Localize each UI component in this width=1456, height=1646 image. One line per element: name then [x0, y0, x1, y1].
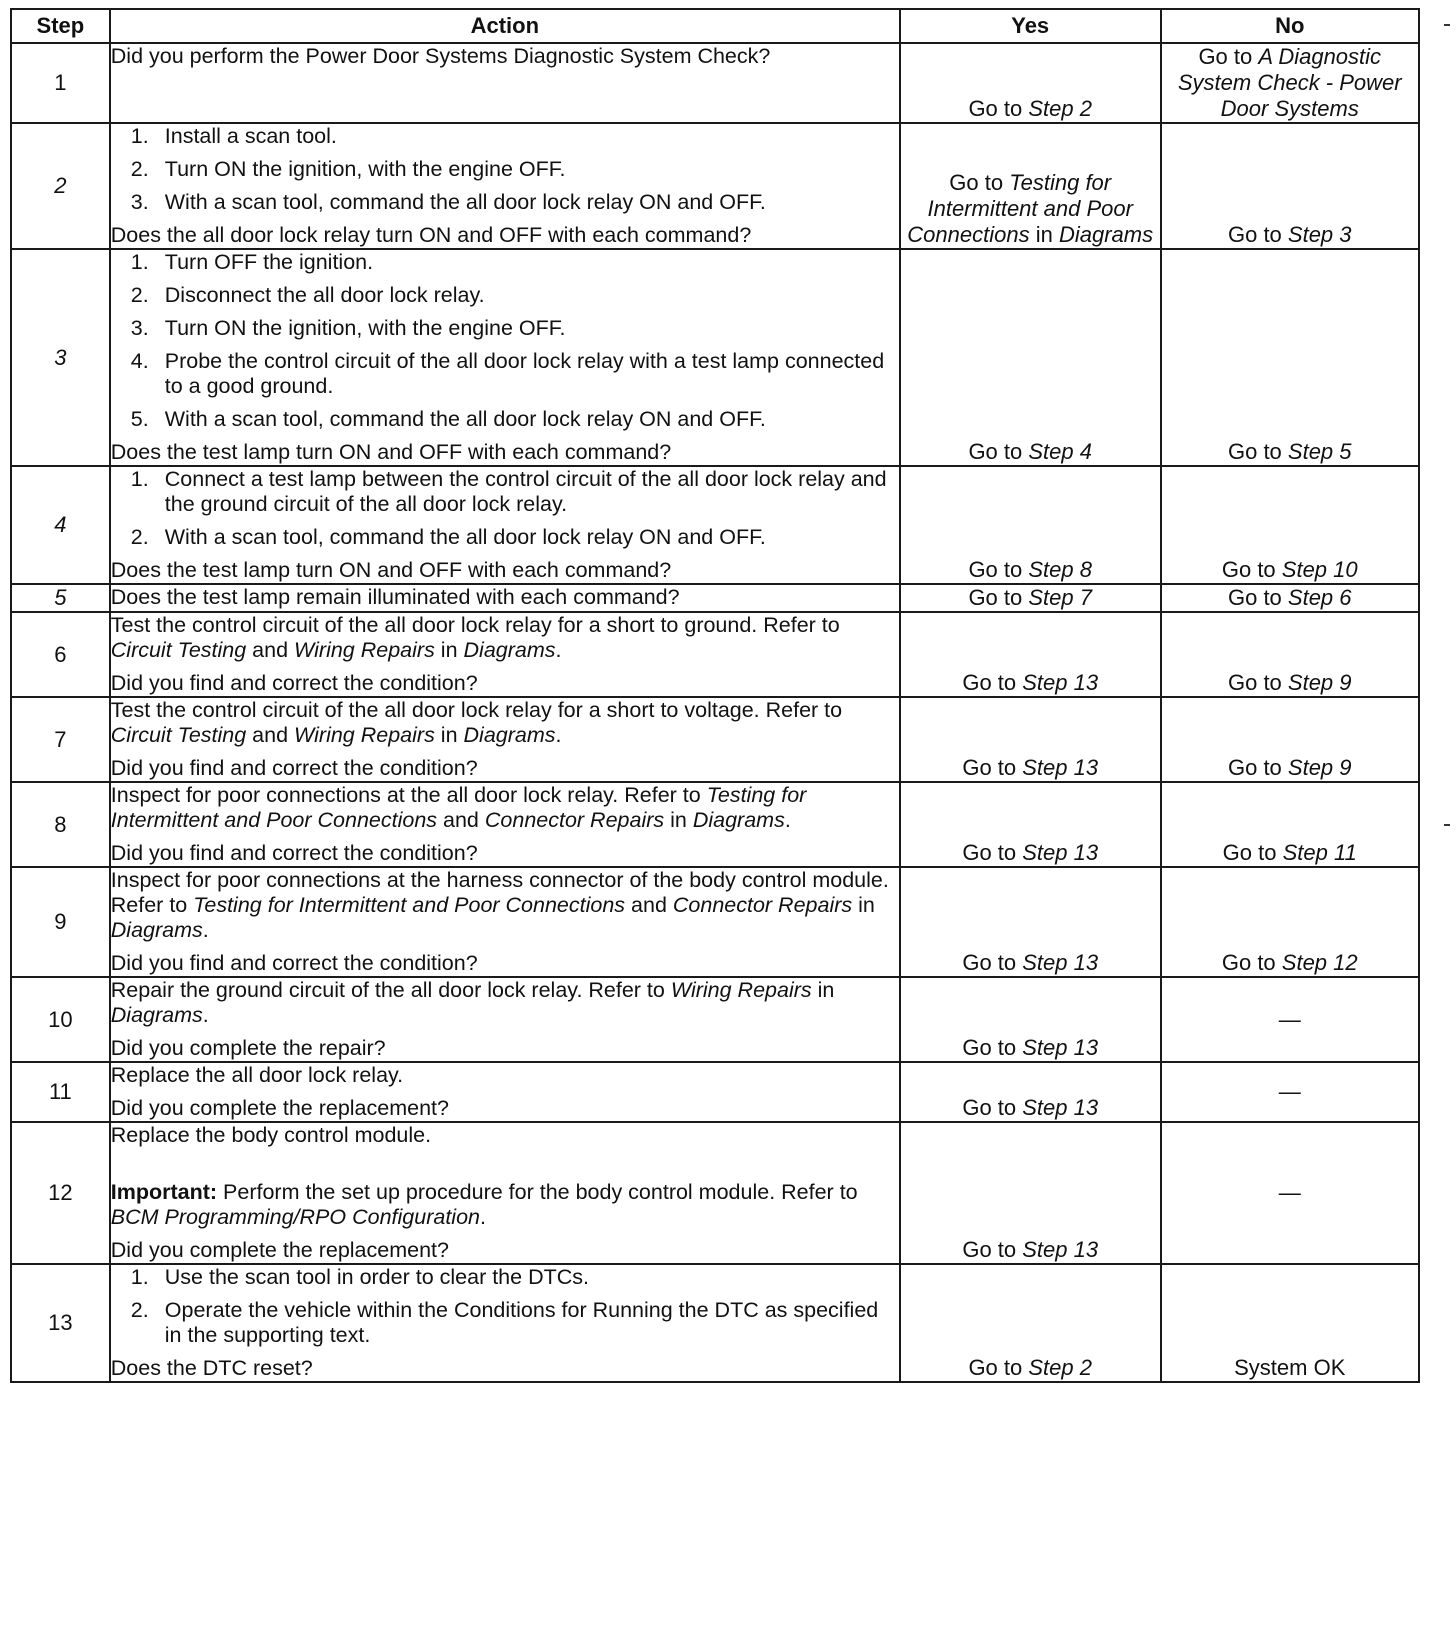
- yes-cell: [900, 977, 1161, 1062]
- text-run: Replace the all door lock relay.: [110, 1063, 404, 1087]
- text-run: —: [1278, 1079, 1301, 1104]
- text-run: —: [1278, 1006, 1301, 1032]
- italic-reference: Diagrams: [463, 723, 556, 747]
- text-run: Did you find and correct the condition?: [110, 951, 478, 975]
- text-run: Did you find and correct the condition?: [110, 756, 478, 780]
- italic-reference: Step 2: [1028, 1355, 1092, 1380]
- italic-reference: Step 13: [1022, 840, 1099, 865]
- yes-cell: [900, 466, 1161, 584]
- action-step-item: [111, 124, 899, 149]
- text-run: .: [555, 638, 562, 662]
- step-number: 1: [11, 43, 110, 123]
- action-paragraph: [111, 585, 899, 610]
- no-cell: [1161, 612, 1420, 697]
- action-step-item: [111, 283, 899, 308]
- italic-reference: Step 7: [1028, 585, 1092, 610]
- action-steps-list: [111, 250, 899, 432]
- action-step-number: 1.: [130, 1265, 149, 1289]
- text-run: Go to: [1227, 222, 1288, 247]
- action-cell: [110, 782, 900, 867]
- action-paragraph: [111, 671, 899, 696]
- text-run: Did you find and correct the condition?: [110, 841, 478, 865]
- action-steps-list: [111, 1265, 899, 1348]
- action-paragraph: [111, 868, 899, 943]
- italic-reference: A Diagnostic System Check - Power Door Systems: [1177, 44, 1402, 121]
- bold-text: Important:: [110, 1180, 218, 1204]
- diagnostic-table: [10, 8, 1420, 1383]
- action-cell: [110, 1062, 900, 1122]
- action-step-number: 2.: [130, 283, 149, 307]
- action-paragraph: [111, 756, 899, 781]
- action-step-item: [111, 407, 899, 432]
- action-step-item: [111, 1298, 899, 1348]
- table-row: [11, 584, 1419, 612]
- text-run: .: [479, 1205, 486, 1229]
- table-body: [11, 43, 1419, 1382]
- header-yes: Yes: [900, 9, 1161, 43]
- text-run: Probe the control circuit of the all door lock relay with a test lamp connected to a good ground.: [164, 349, 885, 398]
- text-run: With a scan tool, command the all door lock relay ON and OFF.: [164, 407, 766, 431]
- text-run: Go to: [949, 170, 1010, 195]
- text-run: Go to: [962, 950, 1023, 975]
- text-run: Go to: [1227, 670, 1288, 695]
- text-run: .: [202, 1003, 209, 1027]
- italic-reference: Step 2: [1028, 96, 1092, 121]
- italic-reference: Diagrams: [1058, 222, 1154, 247]
- action-cell: [110, 123, 900, 249]
- action-steps-list: [111, 467, 899, 550]
- text-run: Does the all door lock relay turn ON and OFF with each command?: [110, 223, 752, 247]
- italic-reference: Step 13: [1022, 1035, 1099, 1060]
- italic-reference: Step 4: [1028, 439, 1092, 464]
- action-steps-list: [111, 124, 899, 215]
- text-run: Go to: [1227, 439, 1288, 464]
- italic-reference: Diagrams: [463, 638, 556, 662]
- text-run: and: [246, 638, 295, 662]
- no-cell: [1161, 466, 1420, 584]
- no-cell: [1161, 249, 1420, 466]
- text-run: Go to: [962, 1035, 1023, 1060]
- italic-reference: BCM Programming/RPO Configuration: [110, 1205, 480, 1229]
- action-step-number: 5.: [130, 407, 149, 431]
- yes-cell: [900, 123, 1161, 249]
- text-run: System OK: [1234, 1355, 1346, 1380]
- table-row: [11, 466, 1419, 584]
- action-step-number: 3.: [130, 190, 149, 214]
- text-run: Did you perform the Power Door Systems Diagnostic System Check?: [110, 44, 771, 68]
- action-step-number: 2.: [130, 1298, 149, 1322]
- action-paragraph: [111, 1063, 899, 1088]
- yes-cell: [900, 782, 1161, 867]
- text-run: Go to: [1221, 950, 1282, 975]
- text-run: .: [202, 918, 209, 942]
- italic-reference: Step 9: [1287, 670, 1352, 695]
- italic-reference: Step 13: [1022, 950, 1099, 975]
- text-run: Go to: [968, 585, 1029, 610]
- text-run: Go to: [1221, 557, 1282, 582]
- italic-reference: Wiring Repairs: [294, 638, 435, 662]
- action-paragraph: [111, 1036, 899, 1061]
- italic-reference: Testing for Intermittent and Poor Connections: [907, 170, 1133, 247]
- text-run: Go to: [962, 1237, 1023, 1262]
- text-run: in: [434, 723, 464, 747]
- text-run: Does the test lamp turn ON and OFF with each command?: [110, 558, 672, 582]
- text-run: With a scan tool, command the all door lock relay ON and OFF.: [164, 525, 766, 549]
- table-row: [11, 867, 1419, 977]
- yes-cell: [900, 1264, 1161, 1382]
- action-cell: [110, 612, 900, 697]
- text-run: Go to: [968, 1355, 1029, 1380]
- action-paragraph: [111, 223, 899, 248]
- table-row: [11, 1062, 1419, 1122]
- action-paragraph: [111, 841, 899, 866]
- text-run: Repair the ground circuit of the all door lock relay. Refer to: [110, 978, 671, 1002]
- italic-reference: Testing for Intermittent and Poor Connections: [110, 783, 807, 832]
- text-run: Go to: [968, 557, 1029, 582]
- action-paragraph: [111, 951, 899, 976]
- text-run: Turn ON the ignition, with the engine OFF.: [164, 316, 566, 340]
- italic-reference: Step 5: [1287, 439, 1352, 464]
- header-no: No: [1161, 9, 1420, 43]
- text-run: and: [625, 893, 673, 917]
- margin-mark: [1444, 824, 1450, 826]
- action-step-item: [111, 157, 899, 182]
- action-paragraph: [111, 783, 899, 833]
- text-run: Did you complete the repair?: [110, 1036, 386, 1060]
- italic-reference: Step 11: [1282, 840, 1357, 865]
- action-cell: [110, 697, 900, 782]
- text-run: in: [811, 978, 835, 1002]
- action-paragraph: [111, 1238, 899, 1263]
- yes-cell: [900, 584, 1161, 612]
- action-step-item: [111, 349, 899, 399]
- action-step-number: 2.: [130, 157, 149, 181]
- italic-reference: Diagrams: [110, 1003, 203, 1027]
- step-number: 6: [11, 612, 110, 697]
- no-cell: [1161, 123, 1420, 249]
- table-row: [11, 782, 1419, 867]
- italic-reference: Wiring Repairs: [670, 978, 812, 1002]
- italic-reference: Step 8: [1028, 557, 1092, 582]
- action-step-item: [111, 467, 899, 517]
- italic-reference: Step 10: [1281, 557, 1358, 582]
- text-run: Does the test lamp turn ON and OFF with each command?: [110, 440, 672, 464]
- text-run: Go to: [968, 96, 1029, 121]
- text-run: Does the test lamp remain illuminated with each command?: [110, 585, 680, 609]
- action-cell: [110, 249, 900, 466]
- action-step-number: 2.: [130, 525, 149, 549]
- text-run: Go to: [1198, 44, 1259, 69]
- text-run: Turn ON the ignition, with the engine OFF.: [164, 157, 566, 181]
- text-run: and: [437, 808, 485, 832]
- action-cell: [110, 867, 900, 977]
- step-number: 12: [11, 1122, 110, 1264]
- action-cell: [110, 1264, 900, 1382]
- italic-reference: Step 13: [1022, 755, 1099, 780]
- step-number: 7: [11, 697, 110, 782]
- no-cell: [1161, 584, 1420, 612]
- italic-reference: Circuit Testing: [110, 638, 247, 662]
- step-number: 8: [11, 782, 110, 867]
- action-step-item: [111, 316, 899, 341]
- yes-cell: [900, 612, 1161, 697]
- text-run: With a scan tool, command the all door lock relay ON and OFF.: [164, 190, 766, 214]
- text-run: Did you complete the replacement?: [110, 1096, 449, 1120]
- table-row: [11, 123, 1419, 249]
- text-run: Did you find and correct the condition?: [110, 671, 478, 695]
- table-row: [11, 43, 1419, 123]
- step-number: 2: [11, 123, 110, 249]
- no-cell: [1161, 1264, 1420, 1382]
- text-run: Go to: [962, 670, 1023, 695]
- text-run: in: [852, 893, 875, 917]
- table-row: [11, 977, 1419, 1062]
- action-cell: [110, 977, 900, 1062]
- text-run: Turn OFF the ignition.: [164, 250, 374, 274]
- step-number: 10: [11, 977, 110, 1062]
- italic-reference: Step 13: [1022, 670, 1099, 695]
- text-run: and: [246, 723, 295, 747]
- italic-reference: Step 9: [1287, 755, 1352, 780]
- text-run: Go to: [962, 840, 1023, 865]
- italic-reference: Testing for Intermittent and Poor Connections: [193, 893, 626, 917]
- italic-reference: Connector Repairs: [484, 808, 665, 832]
- text-run: Inspect for poor connections at the all door lock relay. Refer to: [110, 783, 707, 807]
- text-run: Test the control circuit of the all door lock relay for a short to ground. Refer to: [110, 613, 840, 637]
- italic-reference: Diagrams: [692, 808, 785, 832]
- yes-cell: [900, 697, 1161, 782]
- text-run: Connect a test lamp between the control circuit of the all door lock relay and the ground circuit of the all door lock relay.: [164, 467, 887, 516]
- action-step-number: 1.: [130, 250, 149, 274]
- table-row: [11, 612, 1419, 697]
- no-cell: [1161, 1062, 1420, 1122]
- action-cell: [110, 43, 900, 123]
- margin-mark: [1444, 24, 1450, 26]
- step-number: 5: [11, 584, 110, 612]
- action-paragraph: [111, 1180, 899, 1230]
- text-run: Perform the set up procedure for the body control module. Refer to: [217, 1180, 858, 1204]
- italic-reference: Connector Repairs: [672, 893, 853, 917]
- action-paragraph: [111, 978, 899, 1028]
- action-paragraph: [111, 44, 899, 69]
- text-run: Go to: [962, 1095, 1023, 1120]
- step-number: 4: [11, 466, 110, 584]
- text-run: Operate the vehicle within the Conditions for Running the DTC as specified in the supporting text.: [164, 1298, 879, 1347]
- italic-reference: Step 12: [1281, 950, 1358, 975]
- action-paragraph: [111, 1096, 899, 1121]
- table-row: [11, 1264, 1419, 1382]
- action-step-number: 4.: [130, 349, 149, 373]
- text-run: .: [784, 808, 791, 832]
- table-row: [11, 1122, 1419, 1264]
- action-paragraph: [111, 613, 899, 663]
- action-step-item: [111, 190, 899, 215]
- no-cell: [1161, 43, 1420, 123]
- text-run: in: [434, 638, 464, 662]
- action-paragraph: [111, 558, 899, 583]
- italic-reference: Circuit Testing: [110, 723, 247, 747]
- text-run: Go to: [1227, 755, 1288, 780]
- table-row: [11, 249, 1419, 466]
- text-run: Use the scan tool in order to clear the DTCs.: [164, 1265, 589, 1289]
- header-step: Step: [11, 9, 110, 43]
- action-cell: [110, 1122, 900, 1264]
- italic-reference: Diagrams: [110, 918, 203, 942]
- yes-cell: [900, 249, 1161, 466]
- text-run: Inspect for poor connections at the harness connector of the body control module. Refer to: [110, 868, 889, 917]
- action-step-item: [111, 250, 899, 275]
- no-cell: [1161, 782, 1420, 867]
- text-run: Test the control circuit of the all door lock relay for a short to voltage. Refer to: [110, 698, 843, 722]
- text-run: Does the DTC reset?: [110, 1356, 313, 1380]
- italic-reference: Step 3: [1287, 222, 1352, 247]
- yes-cell: [900, 43, 1161, 123]
- text-run: Did you complete the replacement?: [110, 1238, 449, 1262]
- text-run: Go to: [962, 755, 1023, 780]
- text-run: in: [664, 808, 693, 832]
- table-row: [11, 697, 1419, 782]
- italic-reference: Step 6: [1287, 585, 1352, 610]
- action-cell: [110, 584, 900, 612]
- text-run: in: [1029, 222, 1059, 247]
- step-number: 13: [11, 1264, 110, 1382]
- action-step-number: 3.: [130, 316, 149, 340]
- no-cell: [1161, 867, 1420, 977]
- action-step-item: [111, 1265, 899, 1290]
- table-header-row: [11, 9, 1419, 43]
- text-run: .: [555, 723, 562, 747]
- action-cell: [110, 466, 900, 584]
- no-cell: [1161, 697, 1420, 782]
- header-action: Action: [110, 9, 900, 43]
- text-run: Go to: [968, 439, 1029, 464]
- action-step-number: 1.: [130, 467, 149, 491]
- step-number: 9: [11, 867, 110, 977]
- text-run: Replace the body control module.: [110, 1123, 432, 1147]
- text-run: Install a scan tool.: [164, 124, 337, 148]
- yes-cell: [900, 1122, 1161, 1264]
- action-step-number: 1.: [130, 124, 149, 148]
- italic-reference: Wiring Repairs: [294, 723, 435, 747]
- action-paragraph: [111, 1123, 899, 1148]
- action-paragraph: [111, 440, 899, 465]
- no-cell: [1161, 977, 1420, 1062]
- yes-cell: [900, 1062, 1161, 1122]
- yes-cell: [900, 867, 1161, 977]
- text-run: Disconnect the all door lock relay.: [164, 283, 485, 307]
- text-run: —: [1278, 1180, 1301, 1205]
- action-paragraph: [111, 1356, 899, 1381]
- action-step-item: [111, 525, 899, 550]
- italic-reference: Step 13: [1022, 1237, 1099, 1262]
- no-cell: [1161, 1122, 1420, 1264]
- action-paragraph: [111, 698, 899, 748]
- paragraph-gap: [111, 1156, 899, 1180]
- text-run: Go to: [1222, 840, 1283, 865]
- text-run: Go to: [1227, 585, 1288, 610]
- step-number: 3: [11, 249, 110, 466]
- italic-reference: Step 13: [1022, 1095, 1099, 1120]
- step-number: 11: [11, 1062, 110, 1122]
